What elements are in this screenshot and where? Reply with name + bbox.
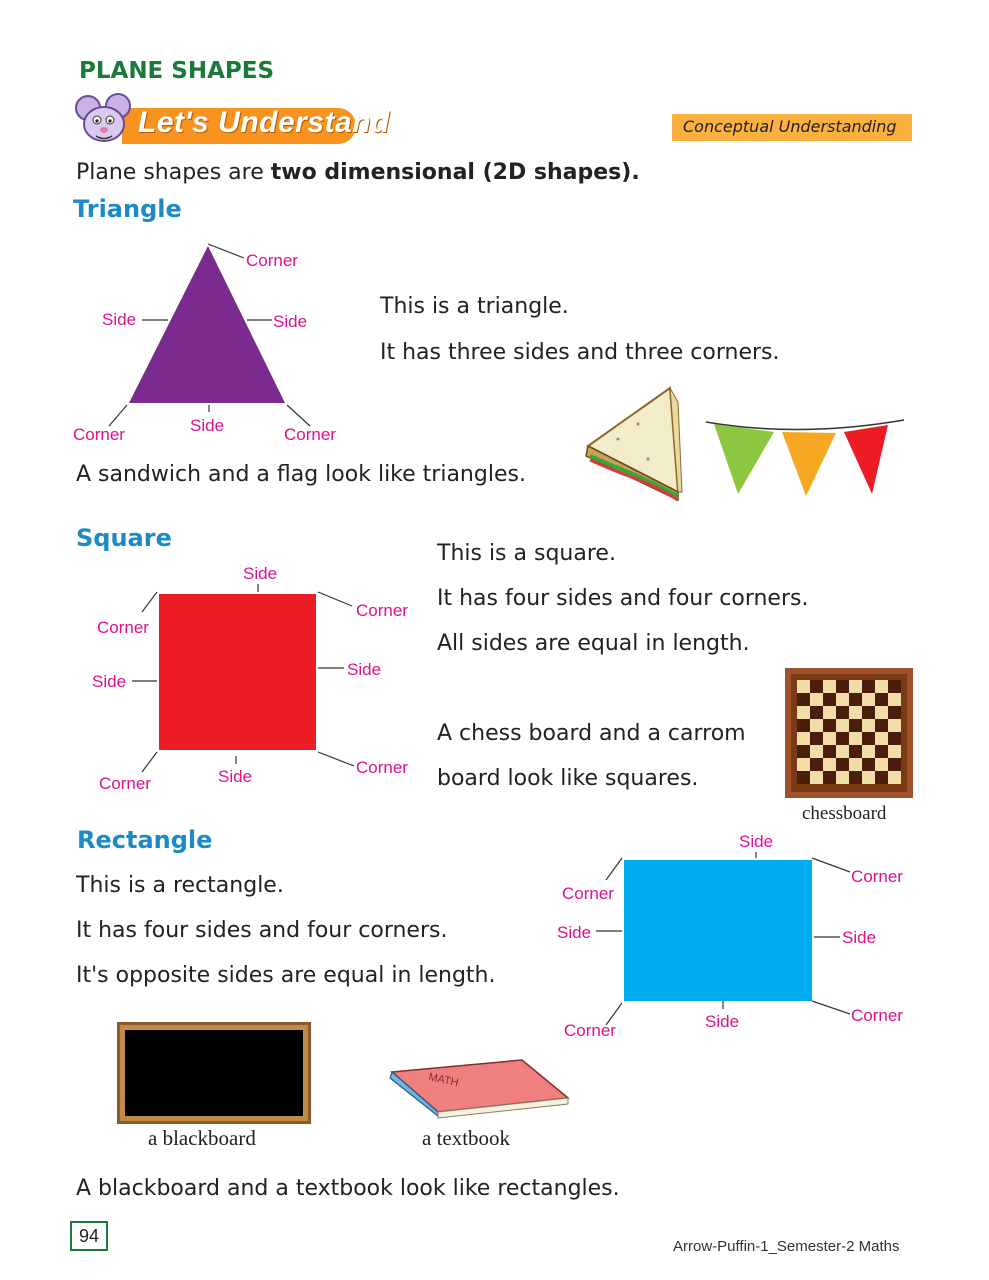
chess-square <box>836 680 849 693</box>
chess-square <box>797 771 810 784</box>
chess-square <box>888 745 901 758</box>
chess-square <box>810 732 823 745</box>
rectangle-side-label-top: Side <box>739 832 774 851</box>
chess-square <box>849 758 862 771</box>
intro-prefix: Plane shapes are <box>76 160 271 185</box>
chess-square <box>888 706 901 719</box>
chess-square <box>875 706 888 719</box>
chess-square <box>836 771 849 784</box>
chess-square <box>823 758 836 771</box>
chess-square <box>810 706 823 719</box>
chess-square <box>888 719 901 732</box>
rectangle-side-label-bottom: Side <box>705 1012 740 1031</box>
chess-square <box>823 706 836 719</box>
chess-square <box>823 745 836 758</box>
mouse-mascot-icon <box>74 92 136 146</box>
chess-square <box>875 745 888 758</box>
chess-square <box>888 771 901 784</box>
chess-square <box>797 706 810 719</box>
chess-square <box>888 732 901 745</box>
chess-square <box>836 758 849 771</box>
chessboard-image <box>785 668 913 798</box>
chess-square <box>810 693 823 706</box>
chess-square <box>823 693 836 706</box>
chess-square <box>875 693 888 706</box>
chess-square <box>875 680 888 693</box>
chess-square <box>862 719 875 732</box>
intro-text <box>76 160 640 185</box>
chess-square <box>823 771 836 784</box>
square-heading: Square <box>76 524 172 552</box>
chess-square <box>797 680 810 693</box>
triangle-heading: Triangle <box>73 195 182 223</box>
blackboard-caption: a blackboard <box>148 1126 256 1150</box>
square-corner-label-tr: Corner <box>356 601 408 620</box>
rectangle-side-label-left: Side <box>557 923 592 942</box>
chess-square <box>849 771 862 784</box>
intro-bold: two dimensional (2D shapes). <box>270 160 640 185</box>
chess-square <box>797 745 810 758</box>
triangle-line1: This is a triangle. <box>380 294 569 319</box>
chess-square <box>849 719 862 732</box>
chess-square <box>810 745 823 758</box>
chess-square <box>888 680 901 693</box>
sandwich-image <box>578 384 688 504</box>
chess-square <box>823 680 836 693</box>
square-diagram <box>120 570 380 780</box>
chess-square <box>836 745 849 758</box>
chess-square <box>862 758 875 771</box>
chess-square <box>862 771 875 784</box>
chess-square <box>875 758 888 771</box>
square-side-label-right: Side <box>347 660 382 679</box>
square-side-label-bottom: Side <box>218 767 253 786</box>
chess-square <box>849 693 862 706</box>
chess-square <box>862 680 875 693</box>
book-cover-text: MATH <box>427 1071 460 1090</box>
chess-square <box>836 693 849 706</box>
rectangle-corner-label-tl: Corner <box>562 884 614 903</box>
rectangle-line3: It's opposite sides are equal in length. <box>76 963 496 988</box>
chessboard-caption: chessboard <box>802 803 887 824</box>
rectangle-diagram <box>560 840 880 1040</box>
triangle-side-label-bottom: Side <box>190 416 225 435</box>
square-corner-label-br: Corner <box>356 758 408 777</box>
triangle-corner-label-left: Corner <box>73 425 125 444</box>
square-shape <box>159 594 316 750</box>
bunting-flag-image <box>700 412 910 502</box>
lets-understand-banner <box>74 92 390 146</box>
square-line2: It has four sides and four corners. <box>437 586 809 611</box>
chess-square <box>875 732 888 745</box>
rectangle-line2: It has four sides and four corners. <box>76 918 448 943</box>
chess-square <box>849 732 862 745</box>
conceptual-understanding-tag <box>672 114 912 141</box>
chess-square <box>836 706 849 719</box>
triangle-corner-label-top: Corner <box>246 251 298 270</box>
square-line3: All sides are equal in length. <box>437 631 750 656</box>
chapter-title: PLANE SHAPES <box>79 58 275 84</box>
chess-square <box>888 758 901 771</box>
chess-square <box>849 745 862 758</box>
square-side-label-left: Side <box>92 672 127 691</box>
chess-square <box>810 719 823 732</box>
chess-square <box>849 680 862 693</box>
chess-square <box>849 706 862 719</box>
textbook-image <box>382 1058 570 1118</box>
square-corner-label-bl: Corner <box>99 774 151 793</box>
square-corner-label-tl: Corner <box>97 618 149 637</box>
chess-square <box>875 719 888 732</box>
chess-square <box>823 719 836 732</box>
blackboard-image <box>117 1022 311 1124</box>
page-number: 94 <box>79 1226 100 1246</box>
rectangle-line1: This is a rectangle. <box>76 873 284 898</box>
square-example-line2: board look like squares. <box>437 766 699 791</box>
triangle-example: A sandwich and a flag look like triangles. <box>76 462 526 487</box>
chess-square <box>810 758 823 771</box>
chess-square <box>797 719 810 732</box>
chess-square <box>836 732 849 745</box>
chess-square <box>797 758 810 771</box>
rectangle-corner-label-br: Corner <box>851 1006 903 1025</box>
footer-text: Arrow-Puffin-1_Semester-2 Maths <box>673 1238 900 1255</box>
rectangle-corner-label-tr: Corner <box>851 867 903 886</box>
chess-square <box>862 693 875 706</box>
chess-square <box>888 693 901 706</box>
chess-square <box>862 706 875 719</box>
chess-square <box>862 732 875 745</box>
chess-square <box>823 732 836 745</box>
triangle-side-label-right: Side <box>273 312 308 331</box>
rectangle-heading: Rectangle <box>77 826 213 854</box>
banner-label: Let's Understand <box>138 106 390 139</box>
chess-square <box>810 771 823 784</box>
chess-square <box>810 680 823 693</box>
square-side-label-top: Side <box>243 564 278 583</box>
textbook-caption: a textbook <box>422 1126 511 1150</box>
chess-square <box>862 745 875 758</box>
triangle-side-label-left: Side <box>102 310 137 329</box>
page-number-box <box>70 1221 108 1251</box>
square-example-line1: A chess board and a carrom <box>437 721 746 746</box>
chess-square <box>836 719 849 732</box>
rectangle-shape <box>624 860 812 1001</box>
rectangle-corner-label-bl: Corner <box>564 1021 616 1040</box>
chess-square <box>797 732 810 745</box>
chess-square <box>797 693 810 706</box>
rectangle-example: A blackboard and a textbook look like rectangles. <box>76 1176 620 1201</box>
chess-square <box>875 771 888 784</box>
triangle-line2: It has three sides and three corners. <box>380 340 780 365</box>
rectangle-side-label-right: Side <box>842 928 877 947</box>
tag-label: Conceptual Understanding <box>683 117 897 136</box>
triangle-corner-label-right: Corner <box>284 425 336 444</box>
square-line1: This is a square. <box>437 541 616 566</box>
